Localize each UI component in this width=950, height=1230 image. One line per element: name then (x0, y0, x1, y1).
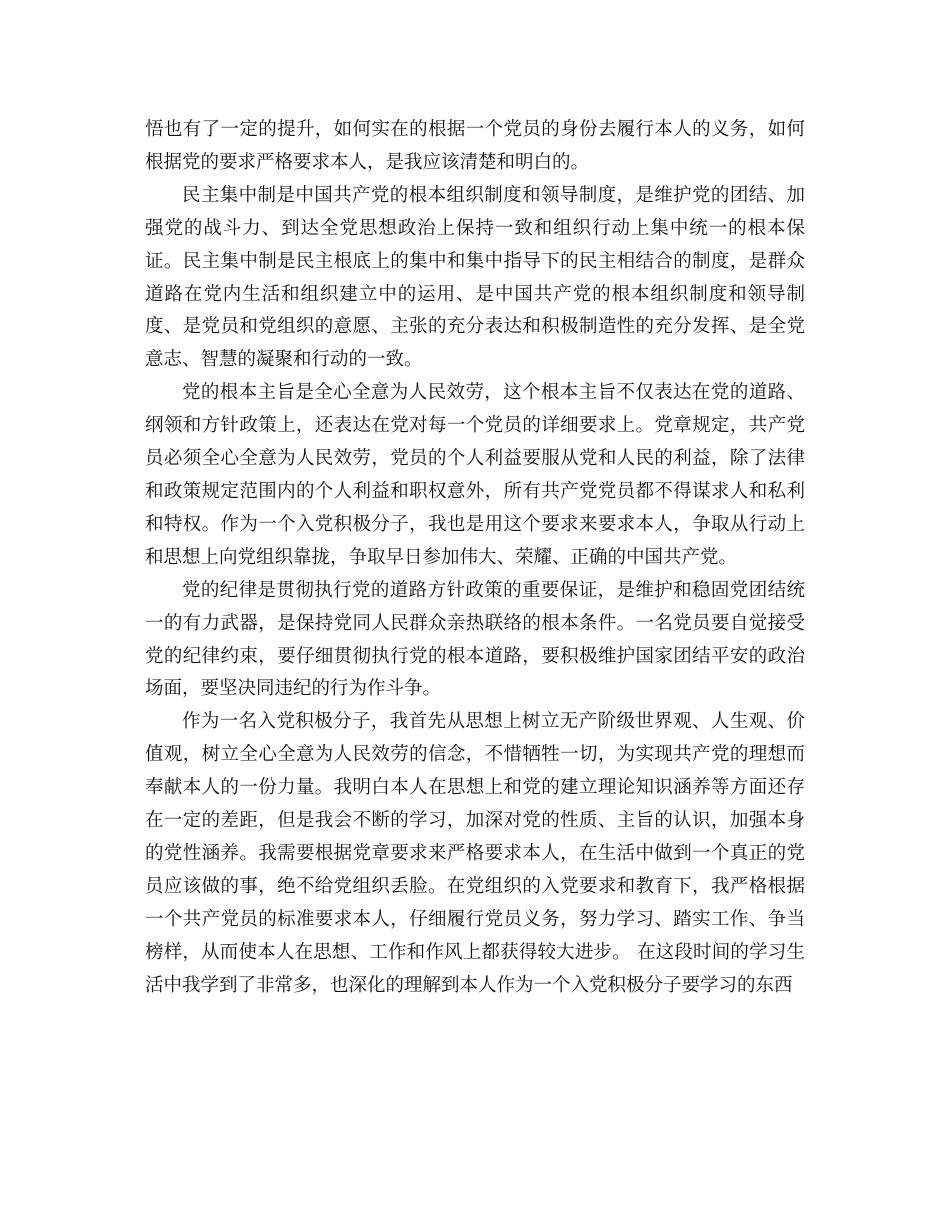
paragraph-fundamental-purpose: 党的根本主旨是全心全意为人民效劳，这个根本主旨不仅表达在党的道路、纲领和方针政策上，还表达在党对每一个党员的详细要求上。党章规定，共产党员必须全心全意为人民效劳，党员的个人利益要服从党和人民的利益，除了法律和政策规定范围内的个人利益和职权意外，所有共产党党员都不得谋求人和私利和特权。作为一个入党积极分子，我也是用这个要求来要求本人，争取从行动上和思想上向党组织靠拢，争取早日参加伟大、荣耀、正确的中国共产党。 (145, 382, 805, 568)
paragraph-party-discipline: 党的纪律是贯彻执行党的道路方针政策的重要保证，是维护和稳固党团结统一的有力武器，是保持党同人民群众亲热联络的根本条件。一名党员要自觉接受党的纪律约束，要仔细贯彻执行党的根本道路，要积极维护国家团结平安的政治场面，要坚决同违纪的行为作斗争。 (145, 579, 805, 700)
paragraph-activist-commitment: 作为一名入党积极分子，我首先从思想上树立无产阶级世界观、人生观、价值观，树立全心全意为人民效劳的信念，不惜牺牲一切，为实现共产党的理想而奉献本人的一份力量。我明白本人在思想上和党的建立理论知识涵养等方面还存在一定的差距，但是我会不断的学习，加深对党的性质、主旨的认识，加强本身的党性涵养。我需要根据党章要求来严格要求本人，在生活中做到一个真正的党员应该做的事，绝不给党组织丢脸。在党组织的入党要求和教育下，我严格根据一个共产党员的标准要求本人，仔细履行党员义务，努力学习、踏实工作、争当榜样，从而使本人在思想、工作和作风上都获得较大进步。 在这段时间的学习生活中我学到了非常多，也深化的理解到本人作为一个入党积极分子要学习的东西 (145, 711, 805, 996)
paragraph-democratic-centralism: 民主集中制是中国共产党的根本组织制度和领导制度，是维护党的团结、加强党的战斗力、到达全党思想政治上保持一致和组织行动上集中统一的根本保证。民主集中制是民主根底上的集中和集中指导下的民主相结合的制度，是群众道路在党内生活和组织建立中的运用、是中国共产党的根本组织制度和领导制度、是党员和党组织的意愿、主张的充分表达和积极制造性的充分发挥、是全党意志、智慧的凝聚和行动的一致。 (145, 184, 805, 371)
document-body (145, 114, 805, 1002)
paragraph-continuation: 悟也有了一定的提升，如何实在的根据一个党员的身份去履行本人的义务，如何根据党的要求严格要求本人，是我应该清楚和明白的。 (145, 119, 805, 173)
